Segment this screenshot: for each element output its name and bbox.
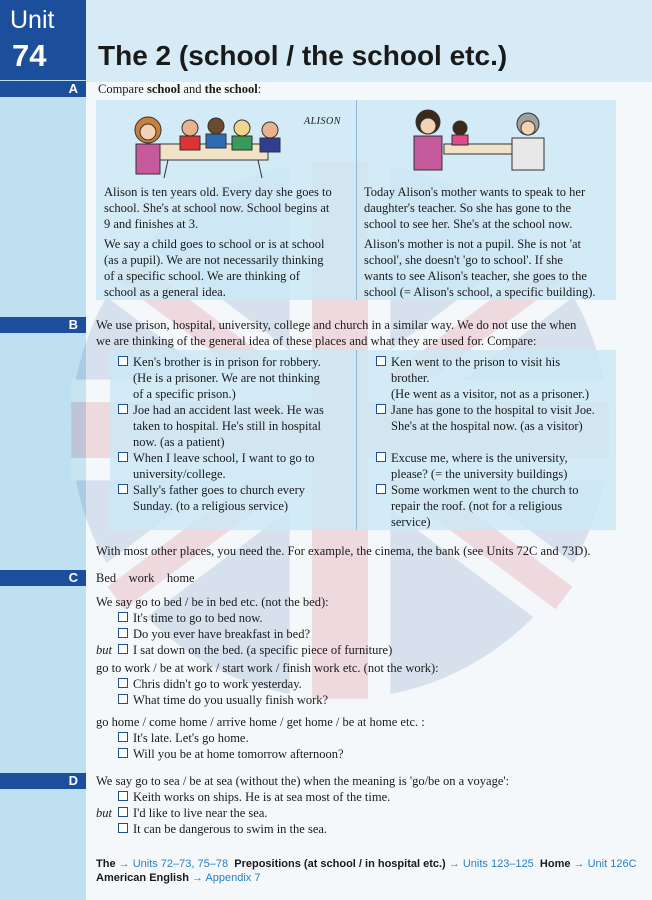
section-b-left-ex3: When I leave school, I want to go to university/college. [118, 450, 315, 482]
alison-caption: ALISON [304, 116, 341, 127]
section-c-letter: C [68, 570, 78, 585]
footer-american-label: American English [96, 872, 189, 884]
sea-rule: We say go to sea / be at sea (without the) when the meaning is 'go/be on a voyage': [96, 774, 510, 788]
bullet-box-icon [118, 694, 128, 704]
section-b-divider [356, 350, 357, 530]
section-a-intro: Compare school and the school: [98, 82, 262, 96]
unit-badge [0, 0, 86, 80]
section-c-heading: Bed work home [96, 571, 195, 585]
section-a-divider [356, 100, 357, 300]
work-example-1: Chris didn't go to work yesterday. [118, 676, 302, 692]
footer-line-2 [96, 871, 260, 885]
bullet-box-icon [118, 452, 128, 462]
bed-rule: We say go to bed / be in bed etc. (not the bed): [96, 595, 329, 609]
bullet-box-icon [118, 644, 128, 654]
footer-the-label: The [96, 858, 116, 870]
sea-example-3: It can be dangerous to swim in the sea. [118, 821, 327, 837]
section-c-marker [0, 570, 86, 586]
bullet-box-icon [118, 791, 128, 801]
section-b-right-ex4: Some workmen went to the church to repair the roof. (not for a religious service) [376, 482, 578, 530]
sea-example-1: Keith works on ships. He is at sea most of the time. [118, 789, 390, 805]
footer-the-units-link[interactable]: Units 72–73, 75–78 [132, 858, 229, 870]
section-a-right-p1: Today Alison's mother wants to speak to her daughter's teacher. So she has gone to the school to see her. She's at the school now. [364, 185, 586, 231]
bullet-box-icon [118, 807, 128, 817]
mother-teacher-illustration [404, 104, 554, 176]
section-a-left-p2: We say a child goes to school or is at school (as a pupil). We are not necessarily thinking of a specific school. We are thinking of school as a general idea. [104, 237, 325, 299]
bullet-box-icon [376, 452, 386, 462]
left-margin-strip [0, 0, 86, 900]
title-rest: (school / the school etc.) [178, 40, 508, 71]
arrow-icon: → [118, 858, 130, 870]
section-d-marker [0, 773, 86, 789]
section-b-intro: We use prison, hospital, university, college and church in a similar way. We do not use the when we are thinking of the general idea of these places and what they are used for. Compare: [96, 318, 577, 348]
arrow-icon: → [573, 858, 585, 870]
section-a-left-p1: Alison is ten years old. Every day she goes to school. She's at school now. School begins at 9 and finishes at 3. [104, 185, 332, 231]
bed-but-label: but [96, 643, 112, 657]
section-b-left-ex4: Sally's father goes to church every Sunday. (to a religious service) [118, 482, 305, 514]
footer-appendix-link[interactable]: Appendix 7 [205, 872, 261, 884]
bullet-box-icon [118, 612, 128, 622]
home-rule: go home / come home / arrive home / get home / be at home etc. : [96, 715, 425, 729]
sea-example-2: I'd like to live near the sea. [118, 805, 268, 821]
section-a-letter: A [68, 81, 78, 96]
bullet-box-icon [118, 356, 128, 366]
section-b-left-ex1: Ken's brother is in prison for robbery. (He is a prisoner. We are not thinking of a specific prison.) [118, 354, 321, 402]
bullet-box-icon [376, 404, 386, 414]
bullet-box-icon [118, 404, 128, 414]
section-a-right-p2: Alison's mother is not a pupil. She is not 'at school', she doesn't 'go to school'. If she wants to see Alison's teacher, she goes to the school (= Alison's school, a specific building). [364, 237, 596, 299]
bullet-box-icon [118, 823, 128, 833]
title-prefix: The 2 [98, 40, 172, 71]
footer-line-1 [96, 857, 637, 871]
bed-but-example: I sat down on the bed. (a specific piece of furniture) [118, 642, 392, 658]
bed-example-2: Do you ever have breakfast in bed? [118, 626, 310, 642]
section-a-marker [0, 81, 86, 97]
bullet-box-icon [118, 748, 128, 758]
footer-home-label: Home [539, 858, 571, 870]
section-b-right-ex2: Jane has gone to the hospital to visit Joe. She's at the hospital now. (as a visitor) [376, 402, 595, 434]
work-rule: go to work / be at work / start work / finish work etc. (not the work): [96, 661, 439, 675]
section-b-right-ex1: Ken went to the prison to visit his brother. (He went as a visitor, not as a prisoner.) [376, 354, 589, 402]
classroom-illustration [128, 104, 294, 180]
footer-home-unit-link[interactable]: Unit 126C [587, 858, 637, 870]
arrow-icon: → [191, 872, 203, 884]
section-b-left-ex2: Joe had an accident last week. He was taken to hospital. He's still in hospital now. (as a patient) [118, 402, 324, 450]
unit-number: 74 [12, 38, 47, 73]
bullet-box-icon [118, 484, 128, 494]
bullet-box-icon [118, 628, 128, 638]
bullet-box-icon [118, 732, 128, 742]
page-title [98, 40, 507, 72]
arrow-icon: → [448, 858, 460, 870]
section-b-right-ex3: Excuse me, where is the university, please? (= the university buildings) [376, 450, 568, 482]
sea-but-label: but [96, 806, 112, 820]
section-d-letter: D [68, 773, 78, 788]
home-example-1: It's late. Let's go home. [118, 730, 249, 746]
bed-example-1: It's time to go to bed now. [118, 610, 263, 626]
section-b-letter: B [68, 317, 78, 332]
bullet-box-icon [376, 484, 386, 494]
section-b-after: With most other places, you need the. For example, the cinema, the bank (see Units 72C and 73D). [96, 544, 591, 558]
footer-prep-label: Prepositions (at school / in hospital etc.) [234, 858, 446, 870]
home-example-2: Will you be at home tomorrow afternoon? [118, 746, 344, 762]
bullet-box-icon [376, 356, 386, 366]
footer-prep-units-link[interactable]: Units 123–125 [462, 858, 534, 870]
bullet-box-icon [118, 678, 128, 688]
work-example-2: What time do you usually finish work? [118, 692, 328, 708]
section-b-marker [0, 317, 86, 333]
unit-label: Unit [10, 6, 55, 34]
